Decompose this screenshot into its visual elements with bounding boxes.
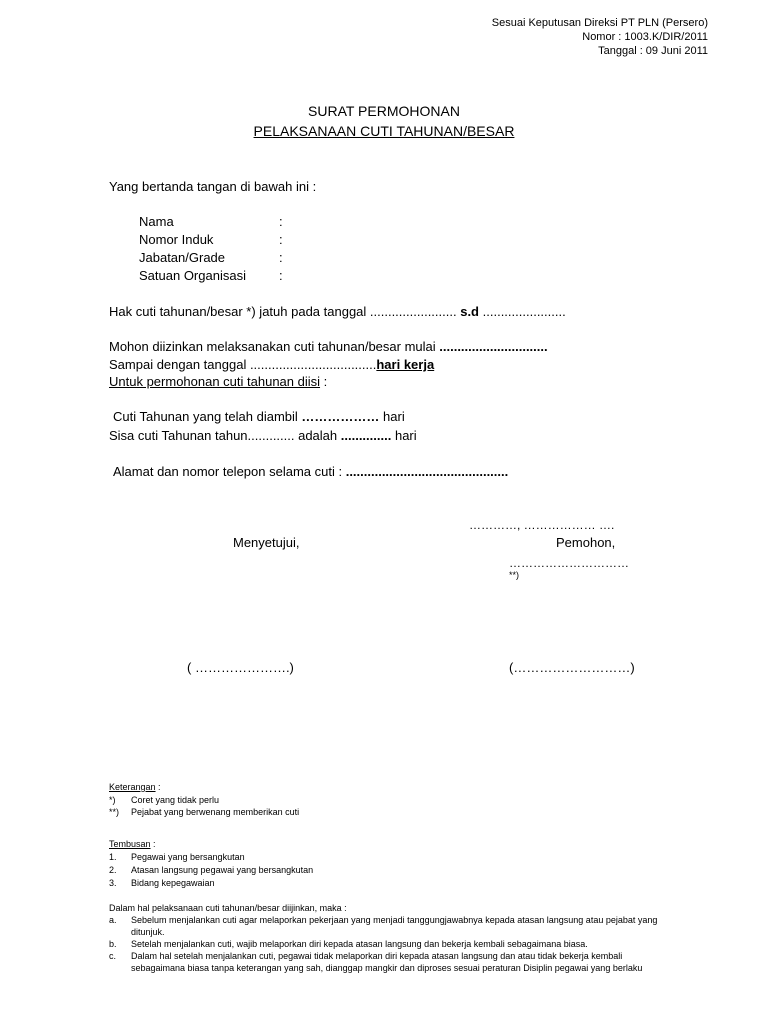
approver-footnote-mark: **) bbox=[509, 570, 520, 580]
document-subtitle: PELAKSANAAN CUTI TAHUNAN/BESAR bbox=[253, 123, 515, 139]
sisa-cuti-line bbox=[109, 428, 417, 444]
untuk-text: Untuk permohonan cuti tahunan diisi bbox=[109, 374, 321, 389]
footnote-text: Coret yang tidak perlu bbox=[131, 795, 220, 805]
ketentuan-item bbox=[109, 950, 659, 974]
document-title: SURAT PERMOHONAN bbox=[308, 103, 460, 119]
field-colon: : bbox=[279, 232, 283, 247]
list-text: Sebelum menjalankan cuti agar melaporkan pekerjaan yang menjadi tanggungjawabnya kepada atasan langsung atau pejabat yang ditunjuk. bbox=[131, 915, 658, 937]
list-number: 2. bbox=[109, 865, 117, 875]
list-letter: b. bbox=[109, 939, 117, 949]
tembusan-item bbox=[109, 864, 313, 876]
field-colon: : bbox=[279, 268, 283, 283]
untuk-line bbox=[109, 374, 327, 390]
field-label: Nomor Induk bbox=[139, 232, 214, 247]
field-jabatan-grade bbox=[139, 250, 283, 265]
footnote-text: Pejabat yang berwenang memberikan cuti bbox=[131, 807, 300, 817]
alamat-dots: ............................................. bbox=[345, 464, 509, 479]
hari-kerja: hari kerja bbox=[376, 357, 435, 372]
approver-label: Menyetujui, bbox=[233, 535, 300, 550]
sisa-cuti-dots: .............. bbox=[340, 428, 392, 443]
hak-cuti-dots: ....................... bbox=[482, 304, 566, 319]
applicant-label: Pemohon, bbox=[556, 535, 616, 550]
list-text: Bidang kepegawaian bbox=[131, 878, 215, 888]
list-text: Pegawai yang bersangkutan bbox=[131, 852, 245, 862]
keterangan-colon: : bbox=[155, 782, 161, 792]
field-colon: : bbox=[279, 250, 283, 265]
field-nomor-induk bbox=[139, 232, 283, 247]
keterangan-title: Keterangan bbox=[109, 782, 156, 792]
untuk-colon: : bbox=[320, 374, 328, 389]
decree-date: Tanggal : 09 Juni 2011 bbox=[598, 45, 708, 57]
keterangan-item bbox=[109, 794, 219, 806]
decree-number: Nomor : 1003.K/DIR/2011 bbox=[582, 31, 708, 43]
cuti-diambil-unit: hari bbox=[383, 409, 405, 424]
approver-name-dots: ………………………… bbox=[509, 556, 629, 570]
list-text: Setelah menjalankan cuti, wajib melaporkan diri kepada atasan langsung dan bekerja kembali sebagaimana biasa. bbox=[131, 939, 588, 949]
document-subtitle-row bbox=[0, 123, 768, 139]
list-letter: a. bbox=[109, 915, 117, 925]
hak-cuti-line bbox=[109, 304, 566, 320]
place-date-dots: …………, ……………… …. bbox=[469, 518, 615, 532]
applicant-signature-paren: (………………………) bbox=[509, 660, 635, 675]
field-label: Nama bbox=[139, 214, 174, 229]
tembusan-item bbox=[109, 851, 245, 863]
tembusan-title: Tembusan bbox=[109, 839, 151, 849]
mohon-line bbox=[109, 339, 548, 355]
ketentuan-intro: Dalam hal pelaksanaan cuti tahunan/besar diijinkan, maka : bbox=[109, 903, 347, 913]
field-nama bbox=[139, 214, 283, 229]
alamat-line bbox=[113, 464, 508, 480]
sampai-text: Sampai dengan tanggal ................................... bbox=[109, 357, 377, 372]
decree-source: Sesuai Keputusan Direksi PT PLN (Persero) bbox=[491, 17, 708, 29]
mohon-text: Mohon diizinkan melaksanakan cuti tahunan/besar mulai bbox=[109, 339, 436, 354]
ketentuan-item bbox=[109, 914, 659, 938]
list-letter: c. bbox=[109, 951, 117, 961]
list-text: Dalam hal setelah menjalankan cuti, pegawai tidak melaporkan diri kepada atasan langsung dan atau tidak bekerja kembali sebagaimana biasa tanpa keterangan yang sah, dianggap mangkir dan diproses sesuai peraturan Disiplin pegawai yang berlaku bbox=[131, 951, 643, 973]
ketentuan-item bbox=[109, 938, 659, 950]
cuti-diambil-dots: ……………… bbox=[301, 409, 380, 424]
list-number: 1. bbox=[109, 852, 117, 862]
alamat-text: Alamat dan nomor telepon selama cuti : bbox=[113, 464, 343, 479]
list-number: 3. bbox=[109, 878, 117, 888]
tembusan-heading bbox=[109, 838, 156, 850]
approver-signature-paren: ( ………………….) bbox=[187, 660, 294, 675]
field-label: Jabatan/Grade bbox=[139, 250, 226, 265]
keterangan-item bbox=[109, 806, 299, 818]
list-text: Atasan langsung pegawai yang bersangkutan bbox=[131, 865, 314, 875]
tembusan-item bbox=[109, 877, 215, 889]
sampai-line bbox=[109, 357, 434, 373]
decree-reference bbox=[492, 16, 708, 58]
cuti-diambil-line bbox=[113, 409, 405, 425]
sisa-cuti-text: Sisa cuti Tahunan tahun............. adalah bbox=[109, 428, 338, 443]
hak-cuti-text: Hak cuti tahunan/besar *) jatuh pada tanggal ........................ bbox=[109, 304, 457, 319]
hak-cuti-sd: s.d bbox=[460, 304, 480, 319]
field-colon: : bbox=[279, 214, 283, 229]
intro-text: Yang bertanda tangan di bawah ini : bbox=[109, 179, 317, 194]
tembusan-colon: : bbox=[150, 839, 156, 849]
field-satuan-organisasi bbox=[139, 268, 283, 283]
keterangan-heading bbox=[109, 781, 161, 793]
mohon-dots: .............................. bbox=[439, 339, 548, 354]
cuti-diambil-text: Cuti Tahunan yang telah diambil bbox=[113, 409, 298, 424]
field-label: Satuan Organisasi bbox=[139, 268, 246, 283]
sisa-cuti-unit: hari bbox=[394, 428, 417, 443]
footnote-mark: *) bbox=[109, 795, 116, 805]
footnote-mark: **) bbox=[109, 807, 120, 817]
